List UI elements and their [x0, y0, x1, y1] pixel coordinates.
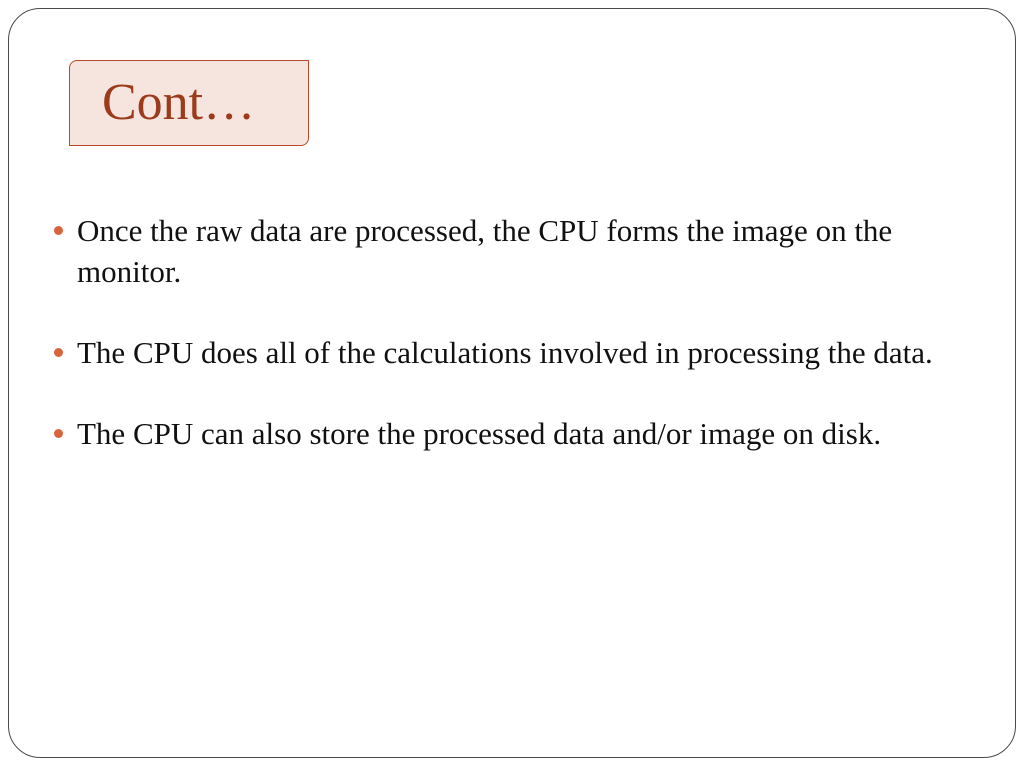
bullet-item: [51, 413, 981, 454]
bullet-item: [51, 210, 981, 292]
title-box: [69, 60, 309, 146]
bullet-text: Once the raw data are processed, the CPU forms the image on the monitor.: [77, 213, 893, 289]
bullet-text: The CPU can also store the processed data and/or image on disk.: [77, 416, 882, 451]
bullet-dot-icon: [54, 226, 63, 235]
bullet-list: [51, 210, 981, 494]
bullet-item: [51, 332, 981, 373]
bullet-text: The CPU does all of the calculations involved in processing the data.: [77, 335, 933, 370]
bullet-dot-icon: [54, 348, 63, 357]
bullet-dot-icon: [54, 429, 63, 438]
slide: [8, 8, 1016, 758]
slide-title: Cont…: [102, 74, 256, 131]
